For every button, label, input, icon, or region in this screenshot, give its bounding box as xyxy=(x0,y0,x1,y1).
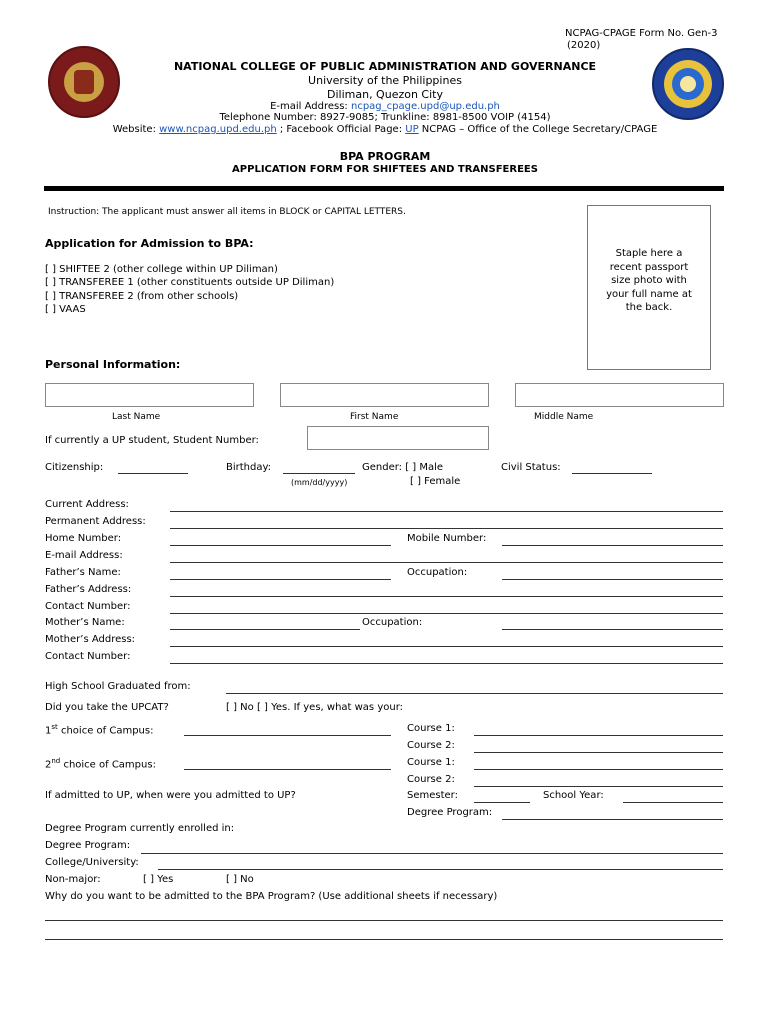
website-label: Website: xyxy=(112,124,160,135)
college-university-label: College/University: xyxy=(45,857,139,868)
website-link[interactable]: www.ncpag.upd.edu.ph xyxy=(159,124,277,135)
second-choice-field[interactable] xyxy=(184,769,391,770)
home-number-label: Home Number: xyxy=(45,533,122,544)
second-choice-suffix: nd xyxy=(51,757,61,765)
second-course-2-field[interactable] xyxy=(474,786,723,787)
website-line xyxy=(0,124,770,135)
gender-female-option[interactable]: [ ] Female xyxy=(410,476,461,487)
citizenship-field[interactable] xyxy=(118,473,188,474)
permanent-address-label: Permanent Address: xyxy=(45,516,146,527)
school-year-label: School Year: xyxy=(543,790,604,801)
civil-status-field[interactable] xyxy=(572,473,652,474)
email-label: E-mail Address: xyxy=(270,101,351,112)
enrolled-label: Degree Program currently enrolled in: xyxy=(45,823,235,834)
college-university-field[interactable] xyxy=(158,869,723,870)
semester-label: Semester: xyxy=(407,790,458,801)
admitted-label: If admitted to UP, when were you admitted to UP? xyxy=(45,790,296,801)
admission-heading: Application for Admission to BPA: xyxy=(45,237,254,250)
first-choice-label xyxy=(45,723,153,736)
non-major-yes-option[interactable]: [ ] Yes xyxy=(143,874,174,885)
university-name: University of the Philippines xyxy=(308,74,462,87)
first-choice-number: 1 xyxy=(45,725,52,737)
middle-name-label: Middle Name xyxy=(534,412,594,422)
mother-address-label: Mother’s Address: xyxy=(45,634,136,645)
form-year: (2020) xyxy=(567,40,601,51)
why-answer-line-2[interactable] xyxy=(45,939,723,940)
photo-box[interactable] xyxy=(587,205,711,370)
facebook-label: ; Facebook Official Page: xyxy=(276,124,406,135)
father-occupation-field[interactable] xyxy=(502,579,723,580)
photo-text-line: size photo with xyxy=(611,275,687,286)
first-name-input[interactable] xyxy=(280,383,489,407)
first-course-1-field[interactable] xyxy=(474,735,723,736)
mother-occupation-field[interactable] xyxy=(502,629,723,630)
middle-name-input[interactable] xyxy=(515,383,724,407)
program-title: BPA PROGRAM xyxy=(339,150,431,163)
mother-contact-field[interactable] xyxy=(170,663,723,664)
father-occupation-label: Occupation: xyxy=(407,567,468,578)
mother-name-label: Mother’s Name: xyxy=(45,617,125,628)
first-course-2-label: Course 2: xyxy=(407,740,455,751)
upcat-options[interactable]: [ ] No [ ] Yes. If yes, what was your: xyxy=(226,702,404,713)
civil-status-label: Civil Status: xyxy=(501,462,561,473)
photo-text-line: your full name at xyxy=(606,288,692,300)
first-choice-text: choice of Campus: xyxy=(57,725,154,737)
why-question: Why do you want to be admitted to the BPA Program? (Use additional sheets if necessary) xyxy=(45,891,498,902)
college-name: NATIONAL COLLEGE OF PUBLIC ADMINISTRATION AND GOVERNANCE xyxy=(173,60,597,73)
mother-name-field[interactable] xyxy=(170,629,360,630)
photo-text-line: recent passport xyxy=(609,261,689,273)
option-transferee-2[interactable]: [ ] TRANSFEREE 2 (from other schools) xyxy=(45,291,239,302)
mobile-number-label: Mobile Number: xyxy=(407,533,487,544)
second-course-2-label: Course 2: xyxy=(407,774,455,785)
email-line xyxy=(0,101,770,112)
date-format-hint: (mm/dd/yyyy) xyxy=(291,478,348,487)
mother-occupation-label: Occupation: xyxy=(362,617,423,628)
mobile-number-field[interactable] xyxy=(502,545,723,546)
option-vaas[interactable]: [ ] VAAS xyxy=(45,304,86,315)
school-year-field[interactable] xyxy=(623,802,723,803)
second-course-1-field[interactable] xyxy=(474,769,723,770)
why-answer-line-1[interactable] xyxy=(45,920,723,921)
header-divider xyxy=(44,186,724,191)
current-address-label: Current Address: xyxy=(45,499,129,510)
birthday-label: Birthday: xyxy=(226,462,272,473)
first-choice-suffix: st xyxy=(51,723,58,731)
home-number-field[interactable] xyxy=(170,545,391,546)
second-course-1-label: Course 1: xyxy=(407,757,455,768)
last-name-input[interactable] xyxy=(45,383,254,407)
email-address-label: E-mail Address: xyxy=(45,550,123,561)
email-link[interactable]: ncpag_cpage.upd@up.edu.ph xyxy=(350,101,500,112)
degree-program-field[interactable] xyxy=(141,853,723,854)
semester-field[interactable] xyxy=(474,802,530,803)
last-name-label: Last Name xyxy=(112,412,161,422)
second-choice-label xyxy=(45,757,156,770)
first-course-1-label: Course 1: xyxy=(407,723,455,734)
admitted-degree-label: Degree Program: xyxy=(407,807,493,818)
student-number-input[interactable] xyxy=(307,426,489,450)
father-name-label: Father’s Name: xyxy=(45,567,121,578)
non-major-no-option[interactable]: [ ] No xyxy=(226,874,254,885)
second-choice-number: 2 xyxy=(45,759,52,771)
father-contact-field[interactable] xyxy=(170,613,723,614)
admitted-degree-field[interactable] xyxy=(502,819,723,820)
first-choice-field[interactable] xyxy=(184,735,391,736)
mother-address-field[interactable] xyxy=(170,646,723,647)
facebook-page-name: NCPAG – Office of the College Secretary/CPAGE xyxy=(418,124,658,135)
photo-text-line: the back. xyxy=(625,302,673,313)
form-title: APPLICATION FORM FOR SHIFTEES AND TRANSFEREES xyxy=(232,164,538,175)
option-shiftee-2[interactable]: [ ] SHIFTEE 2 (other college within UP Diliman) xyxy=(45,264,278,275)
current-address-field[interactable] xyxy=(170,511,723,512)
second-choice-text: choice of Campus: xyxy=(60,759,156,771)
birthday-field[interactable] xyxy=(283,473,355,474)
high-school-field[interactable] xyxy=(226,693,723,694)
instruction: Instruction: The applicant must answer all items in BLOCK or CAPITAL LETTERS. xyxy=(48,207,406,217)
first-course-2-field[interactable] xyxy=(474,752,723,753)
upcat-label: Did you take the UPCAT? xyxy=(45,702,169,713)
high-school-label: High School Graduated from: xyxy=(45,681,191,692)
permanent-address-field[interactable] xyxy=(170,528,723,529)
first-name-label: First Name xyxy=(350,412,399,422)
citizenship-label: Citizenship: xyxy=(45,462,104,473)
form-number: NCPAG-CPAGE Form No. Gen-3 xyxy=(565,28,718,39)
degree-program-label: Degree Program: xyxy=(45,840,131,851)
father-contact-label: Contact Number: xyxy=(45,601,131,612)
student-number-label: If currently a UP student, Student Number: xyxy=(45,435,259,446)
facebook-up-link[interactable]: UP xyxy=(405,124,419,135)
father-address-field[interactable] xyxy=(170,596,723,597)
email-address-field[interactable] xyxy=(170,562,723,563)
photo-text-line: Staple here a xyxy=(615,248,683,259)
telephone-line: Telephone Number: 8927-9085; Trunkline: 8981-8500 VOIP (4154) xyxy=(219,112,551,123)
father-address-label: Father’s Address: xyxy=(45,584,132,595)
father-name-field[interactable] xyxy=(170,579,391,580)
non-major-label: Non-major: xyxy=(45,874,101,885)
option-transferee-1[interactable]: [ ] TRANSFEREE 1 (other constituents outside UP Diliman) xyxy=(45,277,335,288)
university-location: Diliman, Quezon City xyxy=(327,88,443,101)
personal-info-heading: Personal Information: xyxy=(45,358,181,371)
mother-contact-label: Contact Number: xyxy=(45,651,131,662)
gender-male-option[interactable]: Gender: [ ] Male xyxy=(362,462,444,473)
